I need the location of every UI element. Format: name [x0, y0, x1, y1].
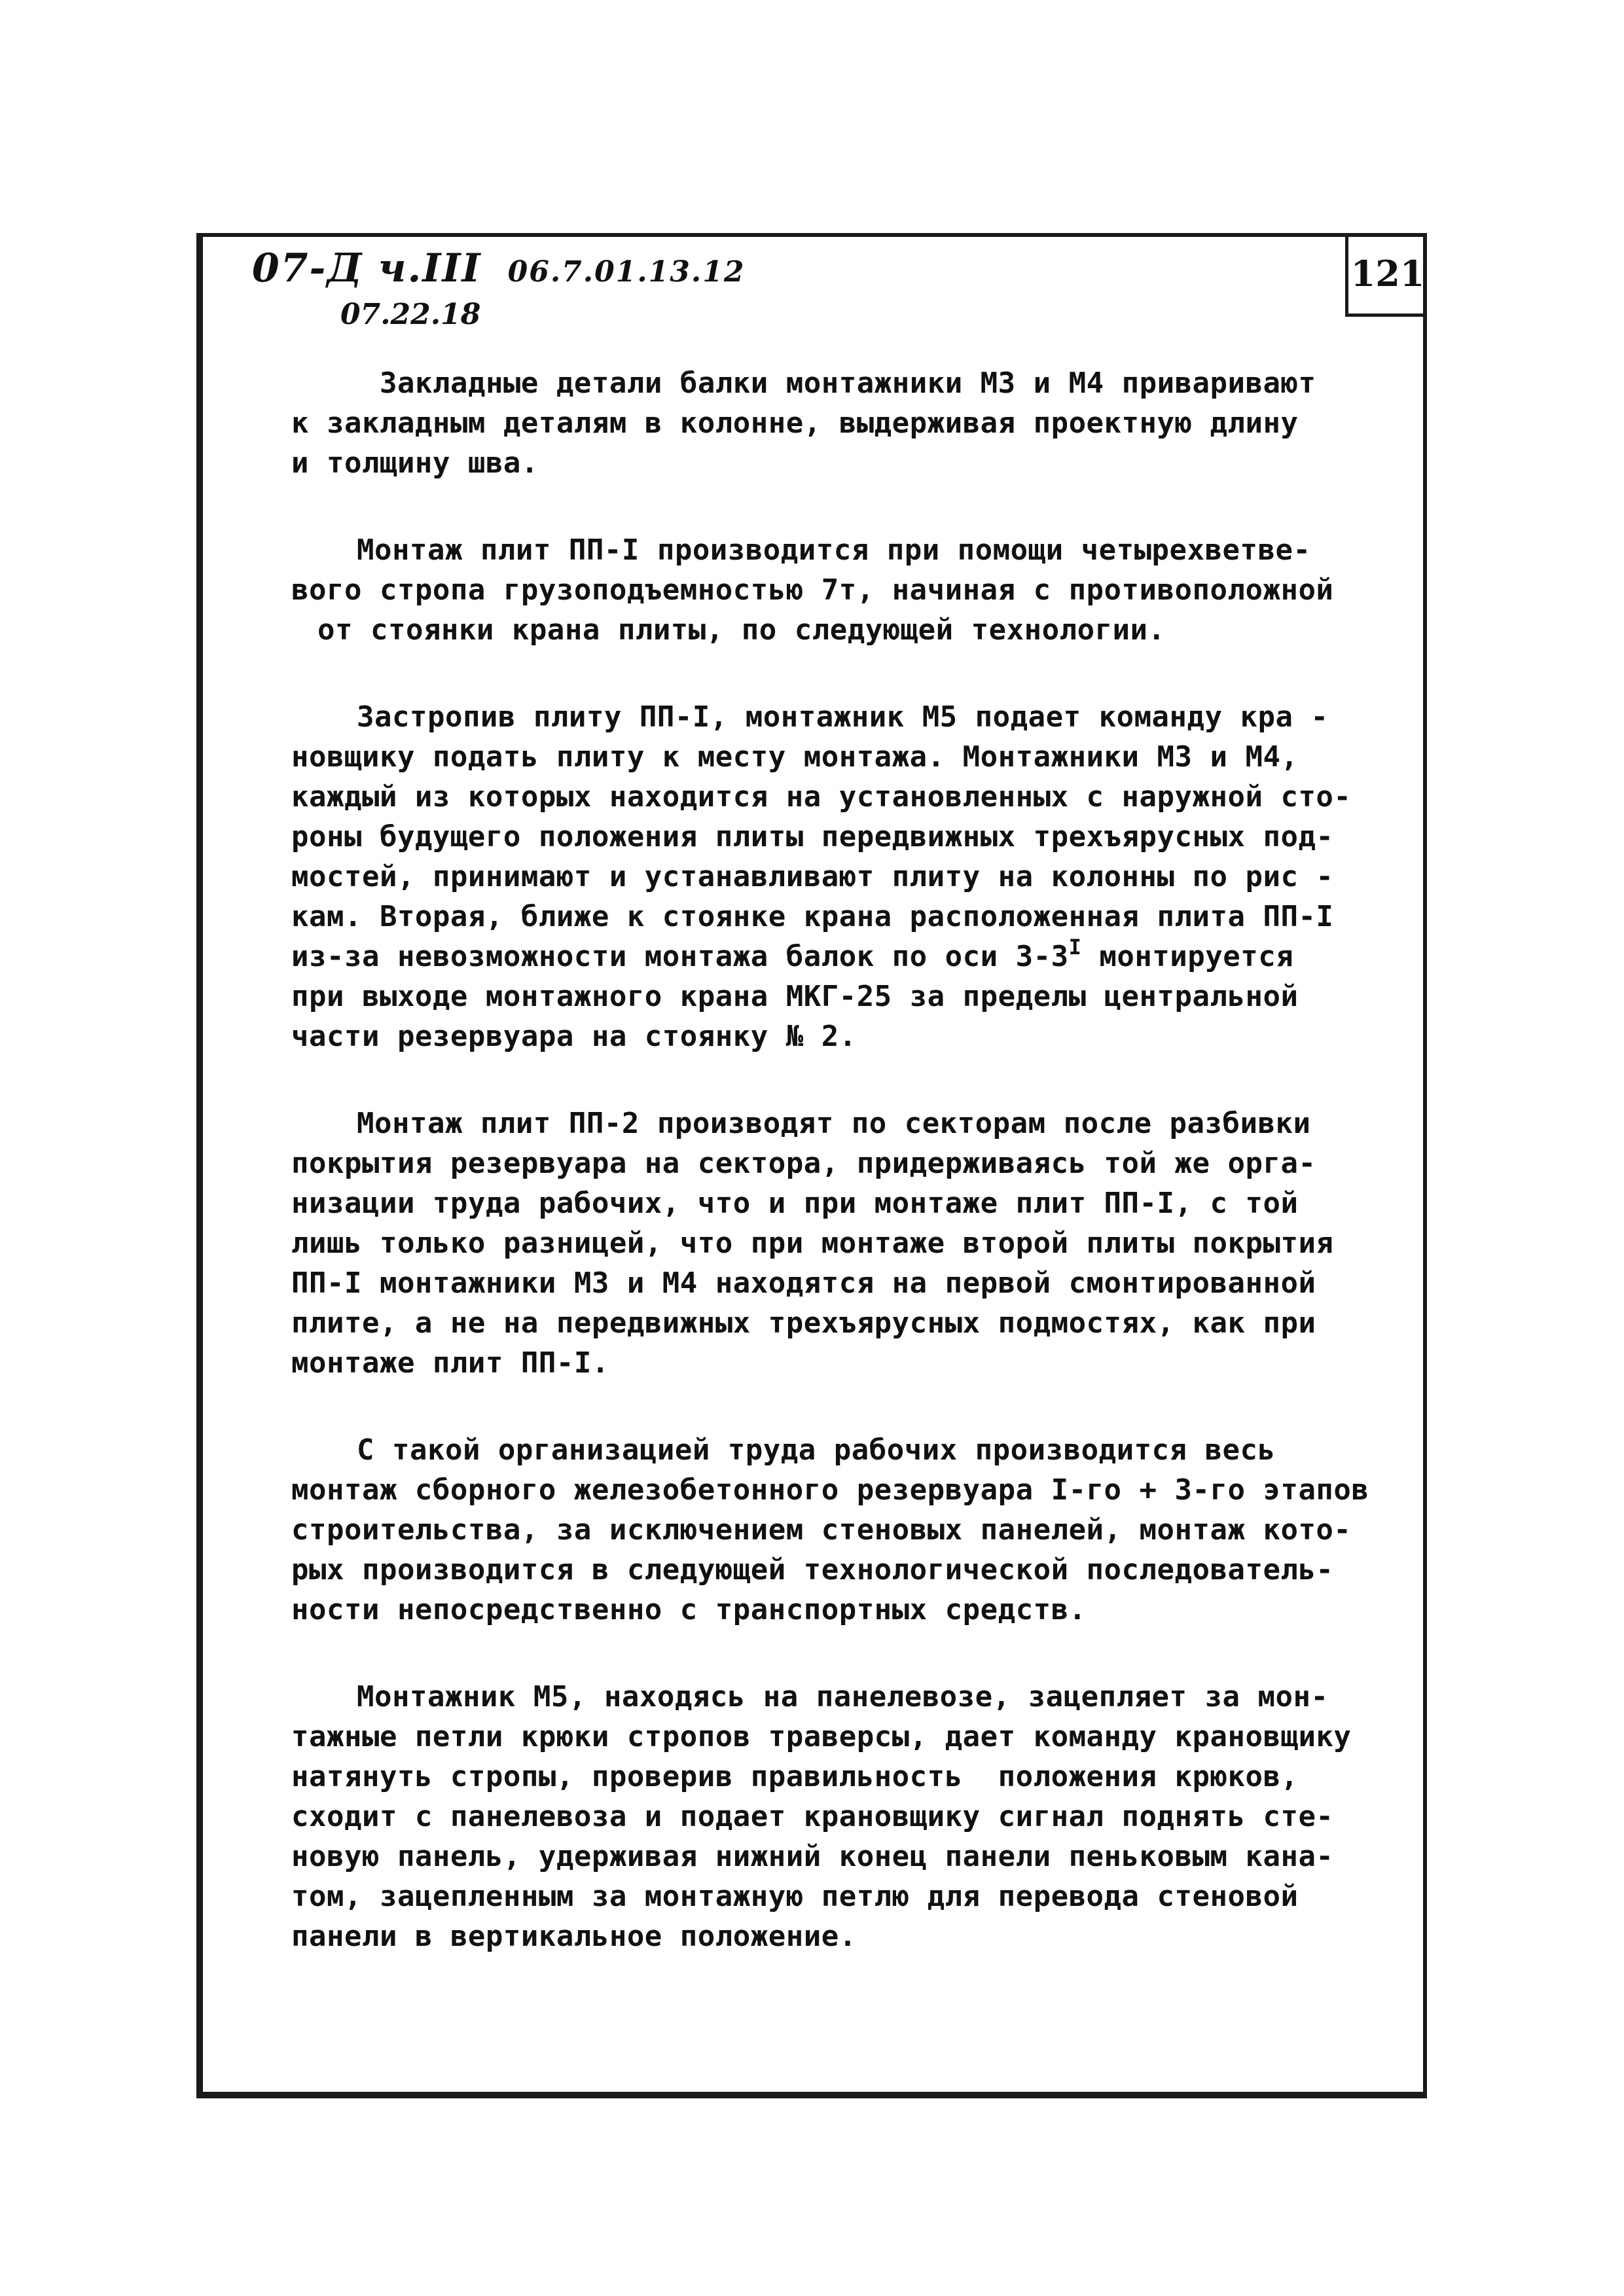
text-line-with-superscript: [291, 937, 1417, 977]
document-code-line-2: 07.22.18: [340, 298, 481, 331]
text-line: новщику подать плиту к месту монтажа. Монтажники М3 и М4,: [291, 740, 1299, 774]
text-line: к закладным деталям в колонне, выдерживая проектную длину: [291, 406, 1299, 440]
text-line: и толщину шва.: [291, 446, 539, 480]
text-line: Монтажник М5, находясь на панелевозе, зацепляет за мон-: [357, 1680, 1329, 1713]
paragraph-5: [291, 1430, 1417, 1630]
document-code-sub: 06.7.01.13.12: [507, 255, 746, 289]
text-line: при выходе монтажного крана МКГ-25 за пределы центральной: [291, 980, 1299, 1013]
page-number: 121: [1345, 233, 1427, 317]
text-line: мостей, принимают и устанавливают плиту на колонны по рис -: [291, 860, 1334, 893]
paragraph-2: [291, 530, 1417, 650]
paragraph-3: [291, 697, 1417, 1056]
paragraph-1: [291, 363, 1417, 483]
text-fragment: из-за невозможности монтажа балок по оси 3-3: [291, 940, 1069, 973]
text-line: новую панель, удерживая нижний конец панели пеньковым кана-: [291, 1840, 1334, 1873]
text-line: ПП-I монтажники М3 и М4 находятся на первой смонтированной: [291, 1266, 1316, 1300]
text-line: роны будущего положения плиты передвижных трехъярусных под-: [291, 820, 1334, 853]
text-line: сходит с панелевоза и подает крановщику сигнал поднять сте-: [291, 1800, 1334, 1833]
text-line: низации труда рабочих, что и при монтаже плит ПП-I, с той: [291, 1187, 1299, 1220]
text-line: строительства, за исключением стеновых панелей, монтаж кото-: [291, 1513, 1352, 1547]
text-line: С такой организацией труда рабочих производится весь: [357, 1433, 1276, 1467]
text-line: каждый из которых находится на установленных с наружной сто-: [291, 780, 1352, 814]
text-line: том, зацепленным за монтажную петлю для перевода стеновой: [291, 1880, 1299, 1913]
text-fragment: монтируется: [1081, 940, 1294, 973]
text-line: от стоянки крана плиты, по следующей технологии.: [317, 613, 1166, 647]
document-code-main: 07-Д ч.III: [252, 245, 482, 291]
text-line: кам. Вторая, ближе к стоянке крана расположенная плита ПП-I: [291, 900, 1334, 933]
text-line: монтаж сборного железобетонного резервуара I-го + 3-го этапов: [291, 1473, 1369, 1507]
text-line: натянуть стропы, проверив правильность положения крюков,: [291, 1760, 1299, 1793]
text-line: лишь только разницей, что при монтаже второй плиты покрытия: [291, 1227, 1334, 1260]
text-line: вого стропа грузоподъемностью 7т, начиная с противоположной: [291, 573, 1334, 607]
text-line: части резервуара на стоянку № 2.: [291, 1020, 857, 1053]
superscript-index: I: [1068, 935, 1082, 960]
text-line: Монтаж плит ПП-2 производят по секторам после разбивки: [357, 1107, 1311, 1140]
text-line: Закладные детали балки монтажники М3 и М4 приваривают: [380, 367, 1316, 400]
text-line: рых производится в следующей технологической последователь-: [291, 1553, 1334, 1587]
text-line: плите, а не на передвижных трехъярусных подмостях, как при: [291, 1306, 1316, 1340]
text-line: монтаже плит ПП-I.: [291, 1346, 609, 1380]
document-body: [291, 363, 1417, 2003]
paragraph-6: [291, 1677, 1417, 1956]
text-line: тажные петли крюки стропов траверсы, дает команду крановщику: [291, 1720, 1352, 1753]
text-line: Монтаж плит ПП-I производится при помощи четырехветве-: [357, 533, 1311, 567]
paragraph-4: [291, 1103, 1417, 1383]
text-line: ности непосредственно с транспортных средств.: [291, 1593, 1087, 1626]
text-line: панели в вертикальное положение.: [291, 1920, 857, 1953]
text-line: покрытия резервуара на сектора, придерживаясь той же орга-: [291, 1147, 1316, 1180]
document-code: [252, 245, 745, 291]
text-line: Застропив плиту ПП-I, монтажник М5 подает команду кра -: [357, 700, 1329, 734]
